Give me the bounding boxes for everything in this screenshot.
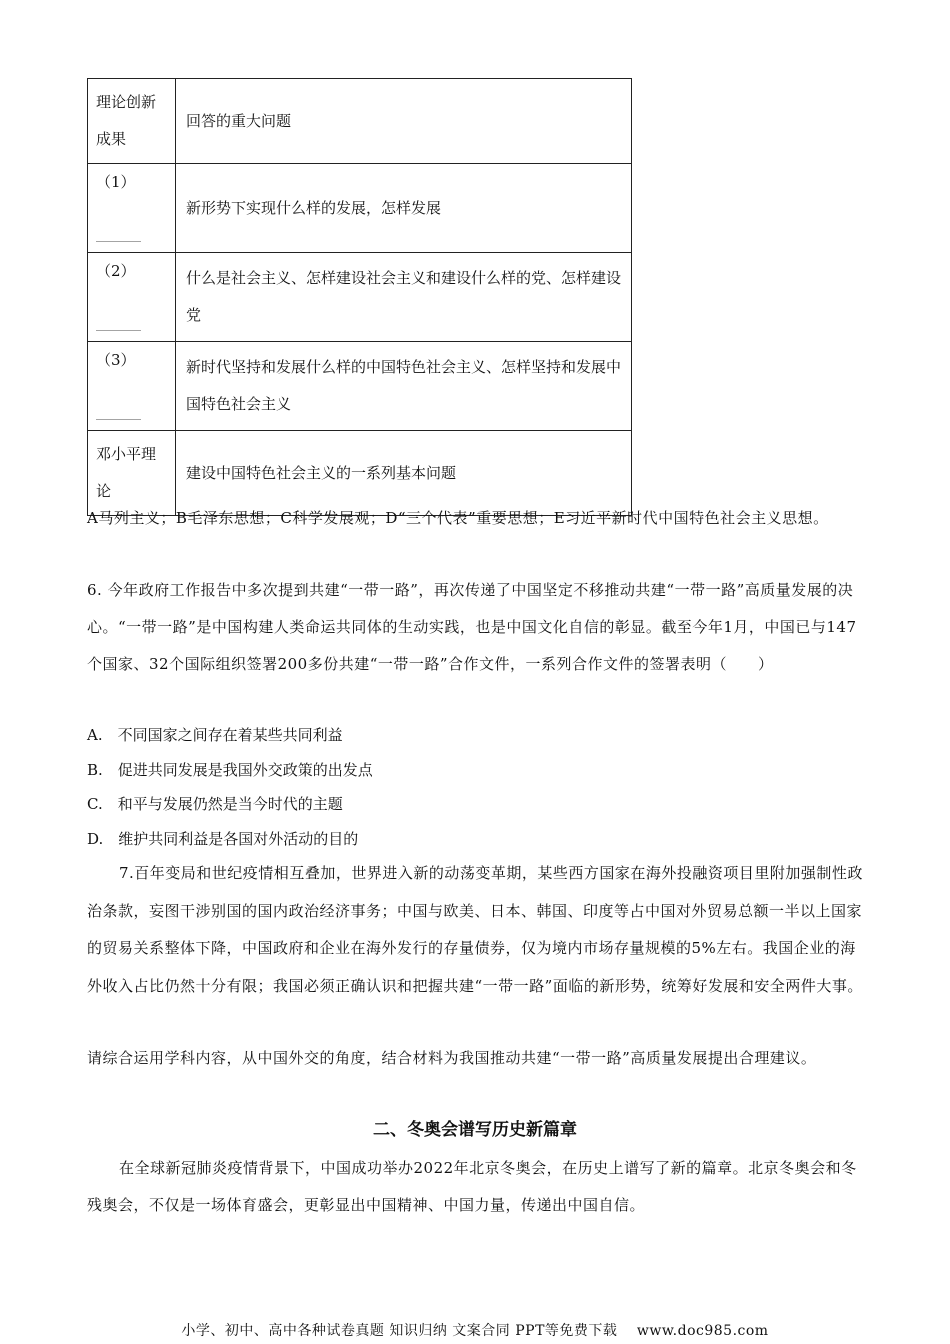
answer-blank: ______ [96,313,141,331]
q6-option-d: D. 维护共同利益是各国对外活动的目的 [87,830,359,848]
table-row [88,79,632,164]
q6-option-c: C. 和平与发展仍然是当今时代的主题 [87,795,343,813]
table-cell-question: 新时代坚持和发展什么样的中国特色社会主义、怎样坚持和发展中国特色社会主义 [176,342,632,431]
page-footer: 小学、初中、高中各种试卷真题 知识归纳 文案合同 PPT等免费下载 www.doc985.com [181,1323,769,1339]
question-7-material: 7.百年变局和世纪疫情相互叠加，世界进入新的动荡变革期，某些西方国家在海外投融资项目里附加强制性政治条款，妄图干涉别国的国内政治经济事务；中国与欧美、日本、韩国、印度等占中国对外贸易总额一半以上国家的贸易关系整体下降，中国政府和企业在海外发行的存量债券，仅为境内市场存量规模的5%左右。我国企业的海外收入占比仍然十分有限；我国必须正确认识和把握共建“一带一路”面临的新形势，统筹好发展和安全两件大事。 [87,864,863,995]
table-cell-blank-3 [88,342,176,431]
table-cell-blank-1 [88,164,176,253]
answer-blank: ______ [96,224,141,242]
table-cell-deng-theory: 邓小平理论 [88,431,176,516]
table-row [88,253,632,342]
section-title: 二、冬奥会谱写历史新篇章 [373,1120,577,1140]
theory-table [87,78,632,516]
q6-option-a: A. 不同国家之间存在着某些共同利益 [87,726,343,744]
answer-options-line: A马列主义；B毛泽东思想；C科学发展观；D“三个代表”重要思想；E习近平新时代中国特色社会主义思想。 [87,509,829,527]
answer-blank: ______ [96,402,141,420]
table-cell-question: 建设中国特色社会主义的一系列基本问题 [176,431,632,516]
table-header-question: 回答的重大问题 [176,79,632,164]
table-cell-blank-2 [88,253,176,342]
q6-option-b: B. 促进共同发展是我国外交政策的出发点 [87,761,373,779]
table-header-theory: 理论创新成果 [88,79,176,164]
question-7-prompt: 请综合运用学科内容，从中国外交的角度，结合材料为我国推动共建“一带一路”高质量发展提出合理建议。 [87,1049,817,1067]
question-6-stem: 6. 今年政府工作报告中多次提到共建“一带一路”，再次传递了中国坚定不移推动共建“一带一路”高质量发展的决心。“一带一路”是中国构建人类命运共同体的生动实践，也是中国文化自信的彰显。截至今年1月，中国已与147个国家、32个国际组织签署200多份共建“一带一路”合作文件，一系列合作文件的签署表明（ ） [87,581,857,673]
section-intro: 在全球新冠肺炎疫情背景下，中国成功举办2022年北京冬奥会，在历史上谱写了新的篇章。北京冬奥会和冬残奥会，不仅是一场体育盛会，更彰显出中国精神、中国力量，传递出中国自信。 [87,1159,857,1214]
table-cell-question: 什么是社会主义、怎样建设社会主义和建设什么样的党、怎样建设党 [176,253,632,342]
row-number: （2） [96,262,136,280]
row-number: （1） [96,173,136,191]
table-row [88,164,632,253]
table-cell-question: 新形势下实现什么样的发展，怎样发展 [176,164,632,253]
row-number: （3） [96,351,136,369]
table-row [88,342,632,431]
